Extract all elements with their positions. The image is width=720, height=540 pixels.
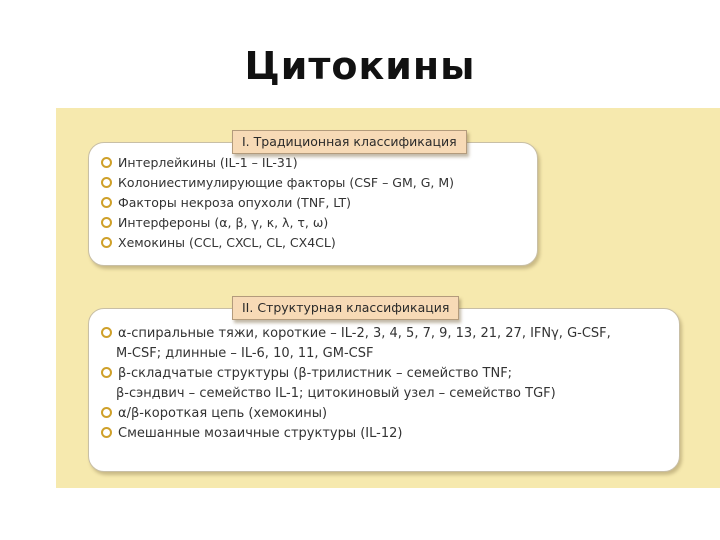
list-item (101, 405, 327, 422)
bullet-icon (101, 237, 112, 248)
list-item (101, 325, 611, 342)
list-item-text: Интерлейкины (IL-1 – IL-31) (118, 155, 298, 170)
list-item-text: Хемокины (CCL, CXCL, CL, CX4CL) (118, 235, 336, 250)
list-item (101, 235, 336, 251)
bullet-icon (101, 197, 112, 208)
list-item (101, 195, 351, 211)
structural-classification-panel (88, 308, 680, 472)
bullet-icon (101, 367, 112, 378)
traditional-classification-panel (88, 142, 538, 266)
list-item-text: Факторы некроза опухоли (TNF, LT) (118, 195, 352, 210)
list-item-text: Смешанные мозаичные структуры (IL-12) (118, 426, 403, 441)
list-item (101, 175, 454, 191)
structural-classification-header: II. Структурная классификация (232, 296, 459, 320)
list-item (101, 365, 512, 382)
bullet-icon (101, 327, 112, 338)
slide-title: Цитокины (244, 44, 476, 88)
bullet-icon (101, 407, 112, 418)
traditional-classification-header: I. Традиционная классификация (232, 130, 467, 154)
list-item (101, 215, 328, 231)
bullet-icon (101, 427, 112, 438)
list-item-text: α/β-короткая цепь (хемокины) (118, 406, 328, 421)
list-item-continuation: M-CSF; длинные – IL-6, 10, 11, GM-CSF (116, 346, 374, 361)
classification-figure (56, 108, 720, 488)
list-item (101, 425, 402, 442)
bullet-icon (101, 157, 112, 168)
bullet-icon (101, 177, 112, 188)
list-item-text: β-складчатые структуры (β-трилистник – семейство TNF; (118, 366, 513, 381)
list-item-text: Интерфероны (α, β, γ, κ, λ, τ, ω) (118, 215, 329, 230)
list-item-text: Колониестимулирующие факторы (CSF – GM, G, M) (118, 175, 455, 190)
bullet-icon (101, 217, 112, 228)
list-item (101, 155, 298, 171)
list-item-text: α-спиральные тяжи, короткие – IL-2, 3, 4, 5, 7, 9, 13, 21, 27, IFNγ, G-CSF, (118, 326, 611, 341)
list-item-continuation: β-сэндвич – семейство IL-1; цитокиновый узел – семейство TGF) (116, 386, 556, 401)
